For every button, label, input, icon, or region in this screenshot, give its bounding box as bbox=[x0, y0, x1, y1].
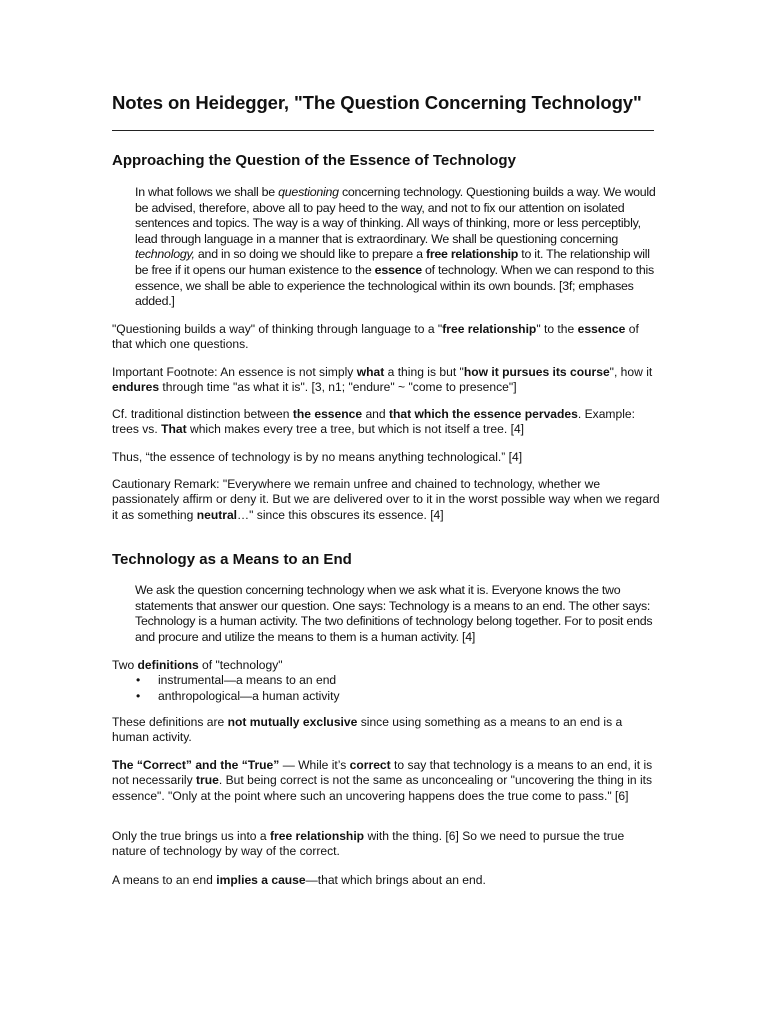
paragraph-text: since using something as a means to an end is a human activity. bbox=[112, 715, 623, 745]
paragraph-text: Only the true brings us into a bbox=[112, 829, 270, 843]
paragraph-text: through time "as what it is". [3, n1; "endure" ~ "come to presence"] bbox=[159, 380, 517, 395]
quote-text: We ask the question concerning technology when we ask what it is. Everyone knows the two statements that answer our question. One says: Technology is a means to an end. The other says: Technology is a human activity. The two definitions of technology belong together. For to posit ends and procure and utilize the means to them is a human activity. [4] bbox=[135, 583, 653, 644]
list-item bbox=[112, 673, 660, 688]
paragraph bbox=[112, 829, 660, 860]
quote-text: In what follows we shall be bbox=[135, 185, 279, 199]
bullet-icon: • bbox=[136, 673, 141, 688]
bold-text: implies a cause bbox=[216, 873, 306, 887]
paragraph-text: Thus, “the essence of technology is by no means anything technological.” [4] bbox=[112, 450, 523, 464]
paragraph-text: Cf. traditional distinction between bbox=[112, 407, 293, 421]
list-item-text: anthropological—a human activity bbox=[158, 688, 340, 703]
quote-text: and in so doing we should like to prepare a bbox=[194, 247, 426, 262]
quote-text: concerning technology. Questioning builds a way. We would be advised, therefore, above all to pay heed to the way, and not to fix our attention on isolated sentences and topics. The way is a way of thinking. All ways of thinking, more or less perceptibly, lead through language in a manner that is extraordinary. We shall be questioning concerning bbox=[135, 185, 656, 246]
quote-text: to it. The relationship will be free if it opens our human existence to the bbox=[135, 247, 650, 277]
bold-text: free relationship bbox=[269, 829, 365, 843]
bold-text: endures bbox=[112, 380, 160, 395]
paragraph-text: — While it’s bbox=[279, 758, 350, 772]
bold-text: definitions bbox=[137, 658, 199, 672]
bold-text: what bbox=[356, 365, 385, 379]
paragraph bbox=[112, 758, 660, 804]
paragraph-text: ", how it bbox=[609, 365, 653, 379]
bold-text: true bbox=[196, 773, 219, 788]
page-title: Notes on Heidegger, "The Question Concerning Technology" bbox=[112, 92, 642, 113]
bold-text: The “Correct” and the “True” bbox=[112, 758, 280, 772]
paragraph bbox=[112, 322, 660, 353]
paragraph-text: of that which one questions. bbox=[112, 322, 639, 352]
paragraph-text: . Example: trees vs. bbox=[112, 407, 636, 437]
bold-text: free relationship bbox=[425, 247, 519, 262]
paragraph bbox=[112, 873, 660, 888]
paragraph-text: " to the bbox=[536, 322, 578, 336]
definitions-block bbox=[112, 658, 660, 704]
paragraph bbox=[112, 715, 660, 746]
block-quote bbox=[135, 583, 660, 645]
paragraph-text: …" since this obscures its essence. [4] bbox=[237, 507, 444, 522]
section-heading-essence: Approaching the Question of the Essence of Technology bbox=[112, 152, 516, 169]
paragraph-text: Cautionary Remark: "Everywhere we remain unfree and chained to technology, whether we passionately affirm or deny it. But we are delivered over to it in the worst possible way when we regard it as something bbox=[112, 477, 660, 522]
paragraph-text: —that which brings about an end. bbox=[305, 873, 486, 887]
italic-text: technology, bbox=[135, 247, 195, 262]
italic-text: questioning bbox=[278, 185, 339, 199]
paragraph-text: . But being correct is not the same as unconcealing or "uncovering the thing in its essence". "Only at the point where such an uncovering happens does the true come to pass." [6] bbox=[112, 773, 653, 803]
bullet-icon: • bbox=[136, 688, 141, 703]
bold-text: essence bbox=[374, 262, 422, 277]
bold-text: essence bbox=[577, 322, 626, 336]
block-quote bbox=[135, 185, 660, 310]
paragraph bbox=[112, 407, 660, 438]
definitions-list bbox=[112, 673, 660, 704]
list-item bbox=[112, 689, 660, 704]
list-item-text: instrumental—a means to an end bbox=[158, 673, 337, 688]
paragraph-text: and bbox=[362, 407, 389, 421]
paragraph-text: Important Footnote: An essence is not simply bbox=[112, 365, 357, 379]
paragraph-text: with the thing. [6] So we need to pursue the true nature of technology by way of the correct. bbox=[112, 829, 625, 859]
bold-text: how it pursues its course bbox=[463, 365, 610, 379]
bold-text: not mutually exclusive bbox=[227, 715, 358, 729]
bold-text: free relationship bbox=[442, 322, 537, 336]
bold-text: that which the essence pervades bbox=[389, 407, 578, 421]
section-heading-means-to-end: Technology as a Means to an End bbox=[112, 551, 352, 568]
bold-text: That bbox=[161, 422, 187, 437]
paragraph-text: of "technology" bbox=[198, 658, 283, 672]
bold-text: correct bbox=[349, 758, 391, 772]
bold-text: neutral bbox=[196, 507, 238, 522]
paragraph-text: which makes every tree a tree, but which is not itself a tree. [4] bbox=[186, 422, 525, 437]
paragraph-text: to say that technology is a means to an end, it is not necessarily bbox=[112, 758, 653, 788]
definitions-intro bbox=[112, 658, 660, 673]
paragraph-text: These definitions are bbox=[112, 715, 228, 729]
paragraph-text: "Questioning builds a way" of thinking through language to a " bbox=[112, 322, 443, 336]
paragraph-text: Two bbox=[112, 658, 138, 672]
paragraph-text: A means to an end bbox=[112, 873, 217, 887]
paragraph bbox=[112, 477, 660, 523]
paragraph bbox=[112, 450, 660, 465]
title-divider bbox=[112, 130, 654, 131]
paragraph-text: a thing is but " bbox=[384, 365, 464, 379]
paragraph bbox=[112, 365, 660, 396]
quote-text: of technology. When we can respond to this essence, we shall be able to experience the technological within its own bounds. [3f; emphases added.] bbox=[135, 262, 654, 309]
bold-text: the essence bbox=[292, 407, 363, 421]
